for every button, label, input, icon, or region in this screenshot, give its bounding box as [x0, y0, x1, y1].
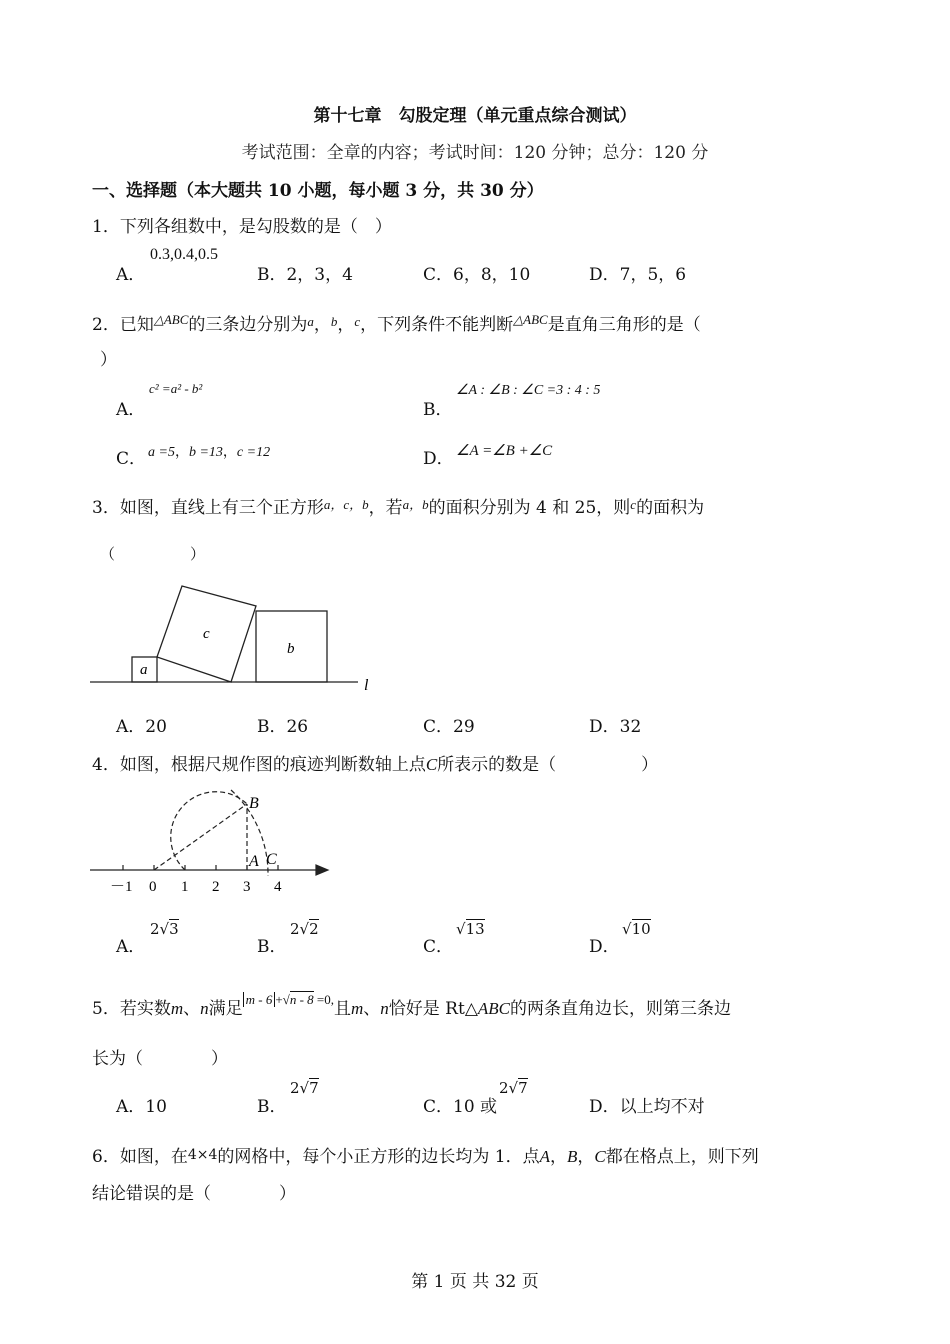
hypotenuse: [154, 804, 247, 870]
q2-option-d-value: ∠A =∠B +∠C: [456, 443, 553, 459]
q5-option-c-label: C．10 或: [423, 1097, 498, 1117]
label-B: B: [249, 795, 259, 812]
q5-option-a: A．10: [116, 1097, 167, 1117]
q4-option-c-label: C．: [423, 937, 454, 957]
q3-option-d: D．32: [589, 717, 642, 737]
q2-option-c-label: C．: [116, 449, 147, 469]
exam-info: 考试范围：全章的内容；考试时间：120 分钟；总分：120 分: [241, 143, 709, 163]
q2-option-d-label: D．: [423, 449, 454, 469]
label-b: b: [287, 641, 295, 657]
label-A: A: [249, 853, 259, 870]
q2-stem: 2．已知$^{\triangle ABC}$的三条边分别为$^a$，$^b$，$^c$，下列条件不能判断$^{\triangle ABC}$是直角三角形的是（: [92, 312, 701, 335]
label-c: c: [203, 626, 210, 642]
page-number: 第 1 页 共 32 页: [411, 1272, 539, 1292]
q5-option-c-value: 2√7: [499, 1079, 528, 1097]
q1-option-c: C．6，8，10: [423, 265, 531, 285]
q4-option-d-label: D．: [589, 937, 620, 957]
q4-number-line-figure: [88, 788, 338, 898]
tick-2: 2: [212, 879, 220, 895]
q1-option-a-value: 0.3,0.4,0.5: [150, 246, 218, 263]
section-title: 一、选择题（本大题共 10 小题，每小题 3 分，共 30 分）: [92, 181, 544, 201]
q2-option-a-value: c² =a² - b²: [149, 381, 203, 396]
q1-stem: 1．下列各组数中，是勾股数的是（ ）: [92, 217, 392, 237]
q2-option-a-label: A．: [116, 400, 146, 420]
q1-option-b: B．2，3，4: [257, 265, 353, 285]
tick-4: 4: [274, 879, 282, 895]
q5-option-d: D．以上均不对: [589, 1097, 705, 1117]
q3-option-b: B．26: [257, 717, 309, 737]
label-a: a: [140, 662, 148, 678]
q6-stem: 6．如图，在4×4的网格中，每个小正方形的边长均为 1．点A，B，C都在格点上，则下列: [92, 1147, 759, 1167]
q3-squares-figure: [88, 580, 388, 692]
tick-0: 0: [149, 879, 157, 895]
q4-stem: 4．如图，根据尺规作图的痕迹判断数轴上点C所表示的数是（ ）: [92, 755, 659, 775]
q4-option-c-value: √13: [456, 920, 485, 938]
q5-option-b-value: 2√7: [290, 1079, 319, 1097]
label-C: C: [266, 851, 277, 868]
q4-option-a-label: A．: [116, 937, 146, 957]
q6-stem-line2: 结论错误的是（ ）: [92, 1184, 296, 1204]
q5-option-b-label: B．: [257, 1097, 287, 1117]
q1-option-a-label: A．: [116, 265, 146, 285]
q3-option-c: C．29: [423, 717, 475, 737]
q3-option-a: A．20: [116, 717, 167, 737]
q4-option-b-value: 2√2: [290, 920, 319, 938]
q2-stem-line2: ）: [100, 350, 117, 370]
q3-stem: 3．如图，直线上有三个正方形$^{a,c,b}$，若$^{a,b}$的面积分别为 4 和 25，则$^c$的面积为: [92, 497, 705, 518]
q4-option-b-label: B．: [257, 937, 287, 957]
q5-stem-line2: 长为（ ）: [92, 1049, 228, 1069]
tick-1: 1: [181, 879, 189, 895]
q2-option-b-label: B．: [423, 400, 453, 420]
tick-neg1: －1: [110, 879, 133, 895]
axis-arrow: [316, 865, 328, 875]
tick-3: 3: [243, 879, 251, 895]
label-l: l: [364, 677, 369, 692]
q4-option-a-value: 2√3: [150, 920, 179, 938]
q2-option-c-value: a =5，b =13，c =12: [148, 444, 271, 460]
q4-option-d-value: √10: [622, 920, 651, 938]
q1-option-d: D．7，5，6: [589, 265, 687, 285]
q5-stem: 5．若实数m、n满足 $^{m - 6 +√n - 8 =0,}$且m、n恰好是 Rt△ABC的两条直角边长，则第三条边: [92, 992, 731, 1019]
q2-option-b-value: ∠A : ∠B : ∠C =3 : 4 : 5: [456, 383, 601, 398]
page-title: 第十七章 勾股定理（单元重点综合测试）: [313, 106, 637, 126]
q3-stem-line2: （ ）: [100, 545, 206, 563]
